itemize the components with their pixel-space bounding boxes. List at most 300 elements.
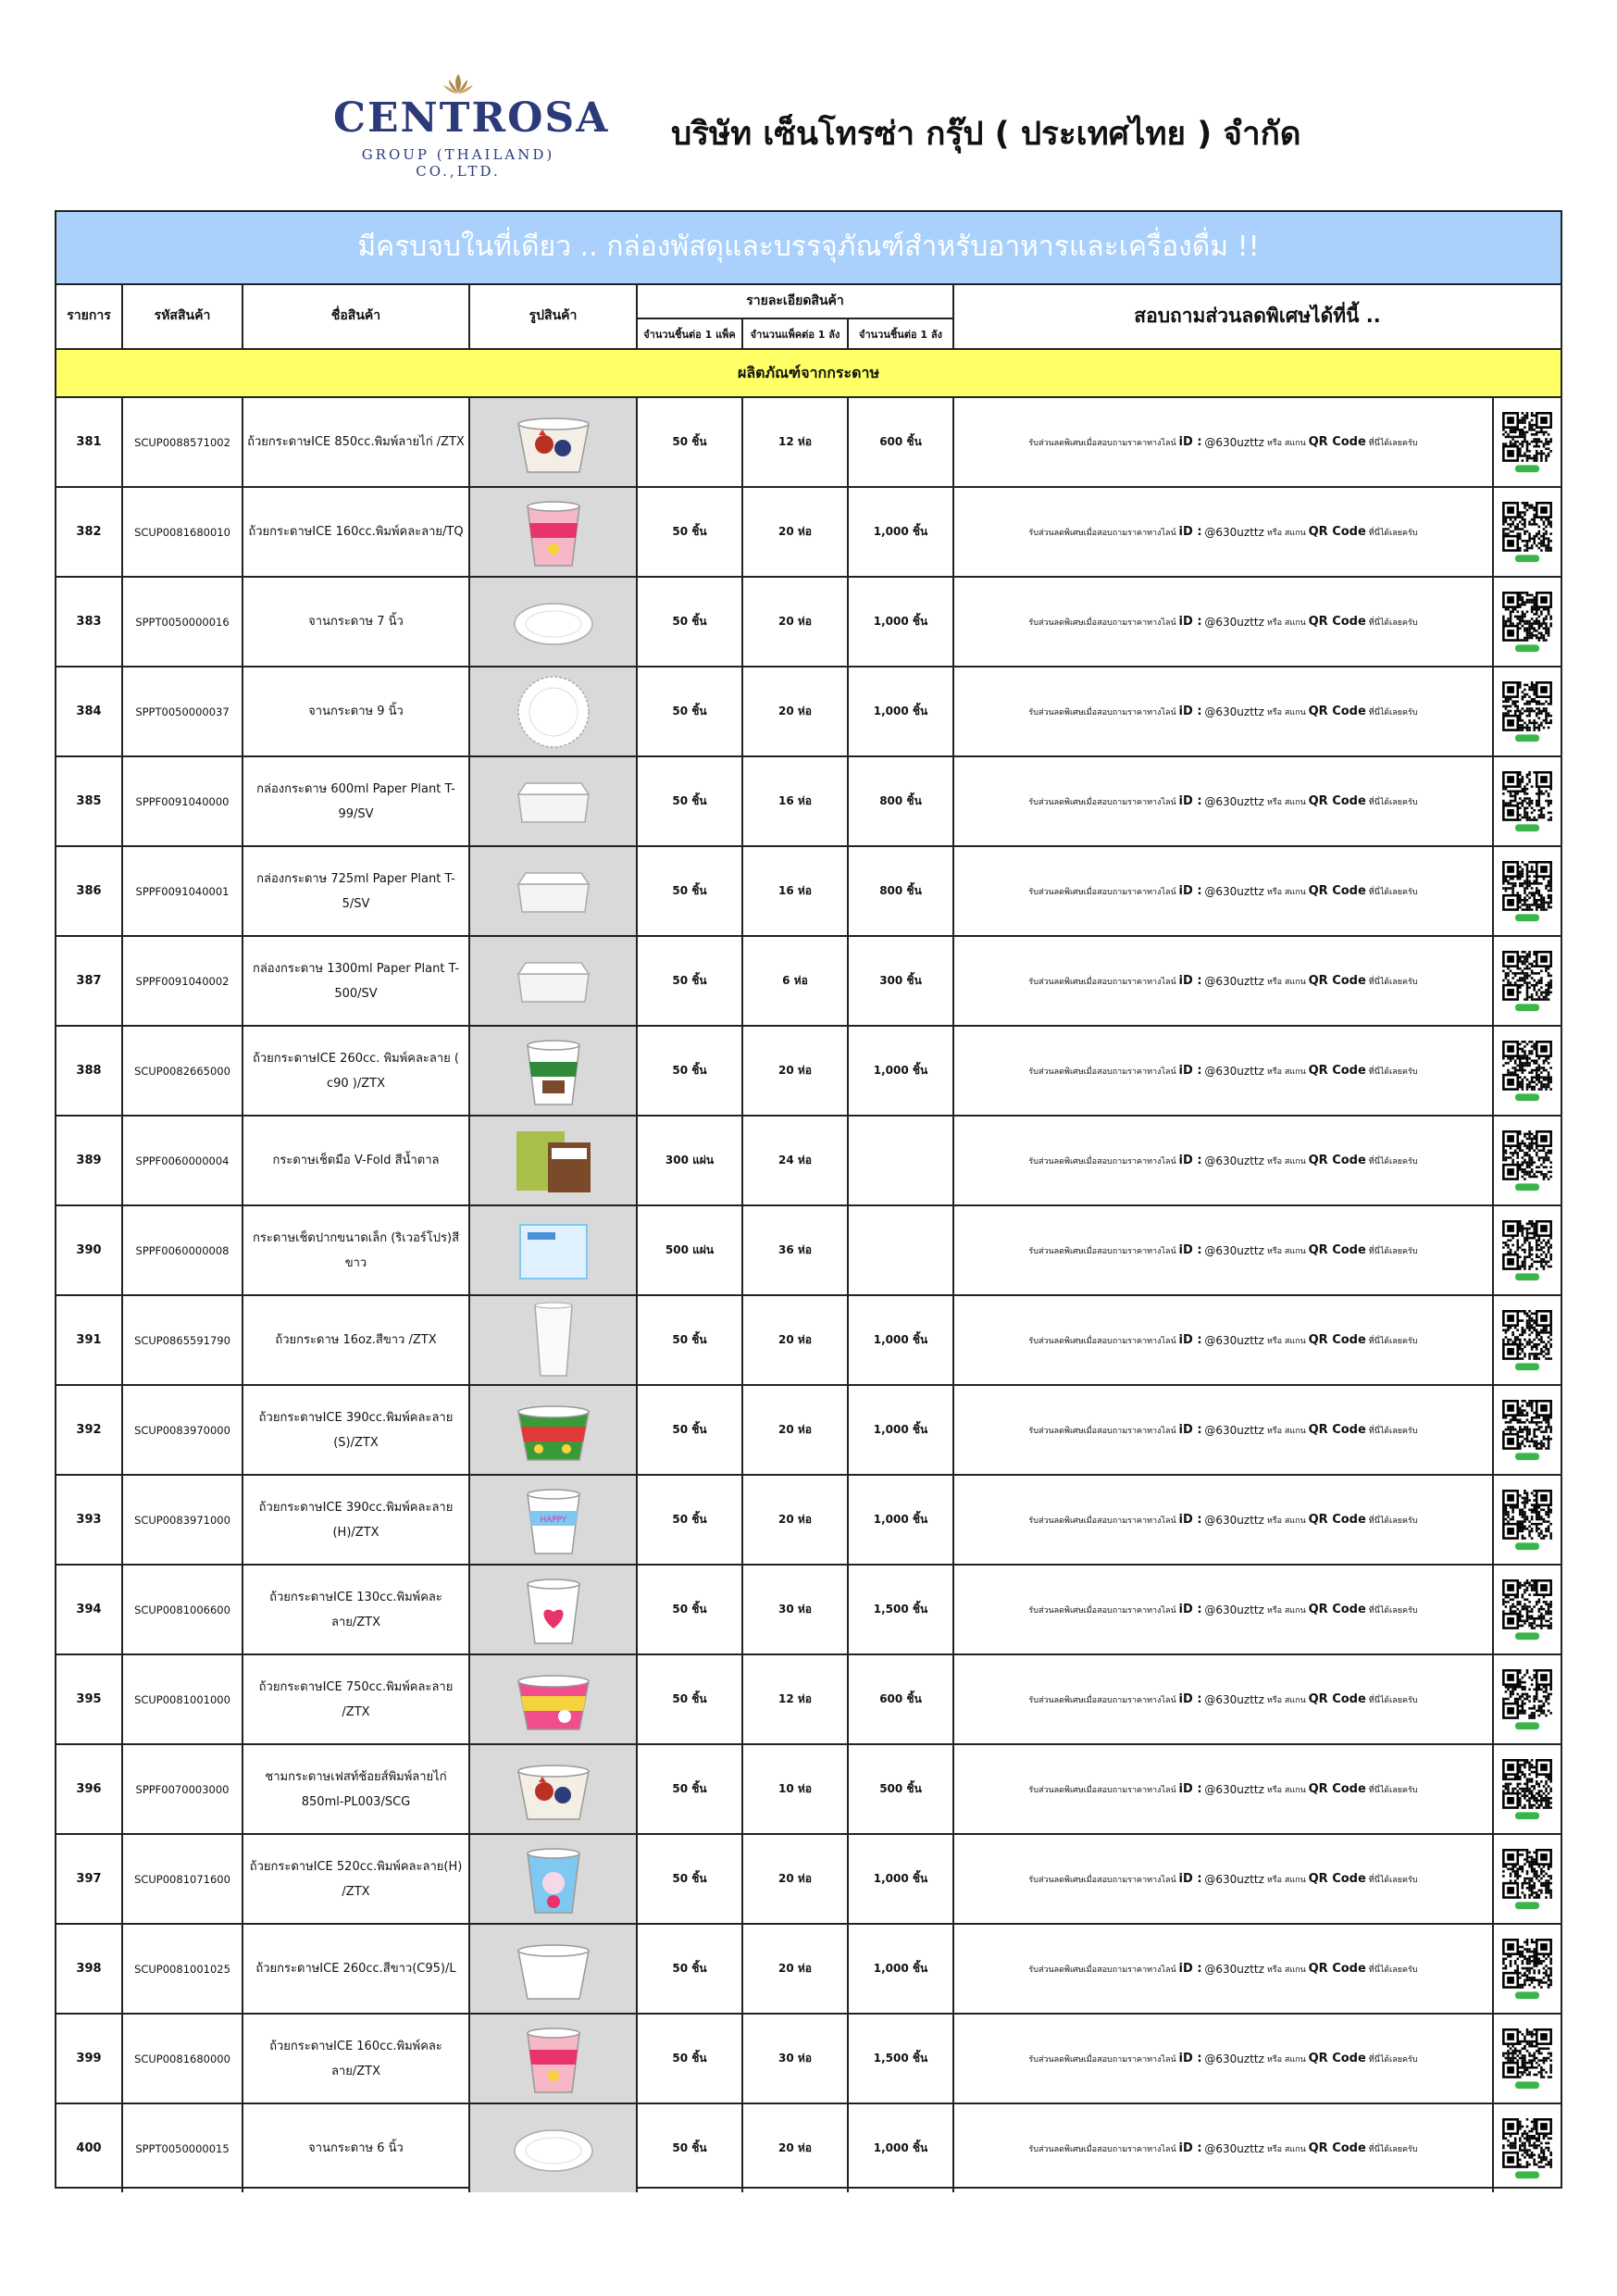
- product-code: SCUP0081680000: [123, 2015, 243, 2103]
- qty-per-pack: 50 ชิ้น: [638, 1835, 743, 1923]
- row-number: 393: [56, 1476, 123, 1564]
- product-image: [470, 488, 638, 576]
- product-name: จานกระดาษ 6 นิ้ว: [243, 2104, 470, 2192]
- table-row: [56, 1386, 1561, 1476]
- product-name: ถ้วยกระดาษ 16oz.สีขาว /ZTX: [243, 1296, 470, 1384]
- product-name: ถ้วยกระดาษICE 850cc.พิมพ์ลายไก่ /ZTX: [243, 398, 470, 486]
- qty-per-pack: 50 ชิ้น: [638, 847, 743, 935]
- promo-id-label: iD :: [1178, 1333, 1202, 1347]
- promo-id-label: iD :: [1178, 525, 1202, 539]
- qty-per-pack: 50 ชิ้น: [638, 1027, 743, 1115]
- promo-prefix: รับส่วนลดพิเศษเมื่อสอบถามราคาทางไลน์: [1028, 1695, 1176, 1705]
- qty-per-carton: 1,000 ชิ้น: [849, 488, 954, 576]
- promo-qr-label: QR Code: [1308, 615, 1366, 629]
- promo-prefix: รับส่วนลดพิเศษเมื่อสอบถามราคาทางไลน์: [1028, 1336, 1176, 1346]
- product-name: จานกระดาษ 7 นิ้ว: [243, 578, 470, 666]
- line-id-link[interactable]: @630uzttz: [1204, 794, 1264, 808]
- discount-note: [954, 398, 1494, 486]
- product-code: SPPF0091040002: [123, 937, 243, 1025]
- qr-code-icon[interactable]: [1499, 1041, 1556, 1102]
- table-row: [56, 757, 1561, 847]
- line-id-link[interactable]: @630uzttz: [1204, 615, 1264, 629]
- qr-code-icon[interactable]: [1499, 861, 1556, 922]
- line-id-link[interactable]: @630uzttz: [1204, 1333, 1264, 1347]
- promo-id-label: iD :: [1178, 2052, 1202, 2065]
- promo-prefix: รับส่วนลดพิเศษเมื่อสอบถามราคาทางไลน์: [1028, 887, 1176, 897]
- printed-cup-icon: [511, 493, 596, 571]
- row-number: 390: [56, 1206, 123, 1294]
- banner-title: มีครบจบในที่เดียว .. กล่องพัสดุและบรรจุภัณฑ์สำหรับอาหารและเครื่องดื่ม !!: [56, 212, 1561, 285]
- promo-prefix: รับส่วนลดพิเศษเมื่อสอบถามราคาทางไลน์: [1028, 1246, 1176, 1256]
- pink-bowl-icon: [511, 1661, 596, 1739]
- qty-per-carton: [849, 1117, 954, 1204]
- qr-code-icon[interactable]: [1499, 1669, 1556, 1730]
- qty-per-carton: 800 ชิ้น: [849, 847, 954, 935]
- row-number: 383: [56, 578, 123, 666]
- promo-qr-label: QR Code: [1308, 974, 1366, 988]
- napkin-pack-icon: [511, 1212, 596, 1290]
- product-name: กระดาษเช็ดปากขนาดเล็ก (ริเวอร์โปร)สีขาว: [243, 1206, 470, 1294]
- line-id-link[interactable]: @630uzttz: [1204, 2052, 1264, 2065]
- packs-per-box: 20 ห่อ: [743, 668, 849, 755]
- product-image: [470, 1206, 638, 1294]
- line-qr-code[interactable]: [1494, 1835, 1561, 1923]
- qty-per-carton: 1,000 ชิ้น: [849, 668, 954, 755]
- promo-suffix: ที่นี่ได้เลยครับ: [1368, 1156, 1418, 1167]
- line-qr-code[interactable]: [1494, 578, 1561, 666]
- promo-middle: หรือ สแกน: [1266, 1156, 1306, 1167]
- promo-qr-label: QR Code: [1308, 1513, 1366, 1527]
- header-image: รูปสินค้า: [470, 283, 638, 350]
- table-row: [56, 668, 1561, 757]
- qty-per-pack: 50 ชิ้น: [638, 937, 743, 1025]
- line-qr-code[interactable]: [1494, 1566, 1561, 1653]
- header-details: รายละเอียดสินค้า: [638, 283, 954, 319]
- product-image: [470, 2015, 638, 2103]
- product-code: SCUP0081680010: [123, 488, 243, 576]
- product-code: SCUP0088571002: [123, 398, 243, 486]
- product-code: SPPF0070003000: [123, 1745, 243, 1833]
- row-number: 388: [56, 1027, 123, 1115]
- brand-name: CENTROSA: [333, 94, 610, 142]
- promo-qr-label: QR Code: [1308, 705, 1366, 718]
- qr-code-icon[interactable]: [1499, 951, 1556, 1012]
- promo-id-label: iD :: [1178, 1423, 1202, 1437]
- line-id-link[interactable]: @630uzttz: [1204, 2141, 1264, 2155]
- product-table: [55, 210, 1562, 2189]
- qty-per-carton: 1,000 ชิ้น: [849, 1835, 954, 1923]
- qr-code-icon[interactable]: [1499, 2028, 1556, 2090]
- row-number: 389: [56, 1117, 123, 1204]
- qty-per-carton: 1,500 ชิ้น: [849, 1566, 954, 1653]
- white-cup-icon: [511, 1302, 596, 1379]
- brand-subtitle: GROUP (THAILAND) CO.,LTD.: [361, 146, 555, 180]
- discount-note: [954, 847, 1494, 935]
- promo-prefix: รับส่วนลดพิเศษเมื่อสอบถามราคาทางไลน์: [1028, 1156, 1176, 1167]
- qr-code-icon[interactable]: [1499, 1849, 1556, 1910]
- promo-prefix: รับส่วนลดพิเศษเมื่อสอบถามราคาทางไลน์: [1028, 528, 1176, 538]
- promo-id-label: iD :: [1178, 705, 1202, 718]
- promo-id-label: iD :: [1178, 435, 1202, 449]
- packs-per-box: 20 ห่อ: [743, 578, 849, 666]
- line-qr-code[interactable]: [1494, 1745, 1561, 1833]
- qty-per-pack: 50 ชิ้น: [638, 488, 743, 576]
- line-id-link[interactable]: @630uzttz: [1204, 705, 1264, 718]
- discount-note: [954, 1027, 1494, 1115]
- product-name: ถ้วยกระดาษICE 390cc.พิมพ์คละลาย (S)/ZTX: [243, 1386, 470, 1474]
- packs-per-box: 12 ห่อ: [743, 1655, 849, 1743]
- promo-qr-label: QR Code: [1308, 435, 1366, 449]
- plate-icon: [511, 583, 596, 661]
- qr-code-icon[interactable]: [1499, 1220, 1556, 1281]
- row-number: 382: [56, 488, 123, 576]
- qr-code-icon[interactable]: [1499, 681, 1556, 742]
- discount-note: [954, 2104, 1494, 2192]
- promo-middle: หรือ สแกน: [1266, 887, 1306, 897]
- qty-per-pack: 50 ชิ้น: [638, 1655, 743, 1743]
- product-code: SPPF0060000008: [123, 1206, 243, 1294]
- qr-code-icon[interactable]: [1499, 502, 1556, 563]
- table-row: [56, 398, 1561, 488]
- line-qr-code[interactable]: [1494, 1296, 1561, 1384]
- qr-code-icon[interactable]: [1499, 1130, 1556, 1192]
- packs-per-box: 20 ห่อ: [743, 1386, 849, 1474]
- line-id-link[interactable]: @630uzttz: [1204, 525, 1264, 539]
- qr-code-icon[interactable]: [1499, 1939, 1556, 2000]
- header-per-pack: จำนวนชิ้นต่อ 1 แพ็ค: [638, 319, 743, 350]
- product-name: กล่องกระดาษ 1300ml Paper Plant T-500/SV: [243, 937, 470, 1025]
- table-row: [56, 1296, 1561, 1386]
- qty-per-pack: 50 ชิ้น: [638, 1386, 743, 1474]
- promo-prefix: รับส่วนลดพิเศษเมื่อสอบถามราคาทางไลน์: [1028, 1875, 1176, 1885]
- product-code: SCUP0865591790: [123, 1296, 243, 1384]
- qr-code-icon[interactable]: [1499, 592, 1556, 653]
- line-id-link[interactable]: @630uzttz: [1204, 1513, 1264, 1527]
- promo-qr-label: QR Code: [1308, 1962, 1366, 1976]
- promo-qr-label: QR Code: [1308, 1692, 1366, 1706]
- table-row: [56, 1117, 1561, 1206]
- row-number: 387: [56, 937, 123, 1025]
- promo-middle: หรือ สแกน: [1266, 1246, 1306, 1256]
- discount-note: [954, 1566, 1494, 1653]
- row-number: 391: [56, 1296, 123, 1384]
- promo-suffix: ที่นี่ได้เลยครับ: [1368, 1965, 1418, 1975]
- product-image: [470, 1027, 638, 1115]
- product-code: SPPT0050000037: [123, 668, 243, 755]
- product-name: ถ้วยกระดาษICE 520cc.พิมพ์คละลาย(H) /ZTX: [243, 1835, 470, 1923]
- product-image: [470, 1566, 638, 1653]
- discount-note: [954, 757, 1494, 845]
- line-qr-code[interactable]: [1494, 2015, 1561, 2103]
- promo-middle: หรือ สแกน: [1266, 528, 1306, 538]
- line-qr-code[interactable]: [1494, 937, 1561, 1025]
- promo-id-label: iD :: [1178, 1513, 1202, 1527]
- row-number: 396: [56, 1745, 123, 1833]
- product-code: SCUP0081071600: [123, 1835, 243, 1923]
- promo-prefix: รับส่วนลดพิเศษเมื่อสอบถามราคาทางไลน์: [1028, 2054, 1176, 2065]
- promo-middle: หรือ สแกน: [1266, 1785, 1306, 1795]
- line-id-link[interactable]: @630uzttz: [1204, 1243, 1264, 1257]
- discount-note: [954, 488, 1494, 576]
- packs-per-box: 30 ห่อ: [743, 2015, 849, 2103]
- line-qr-code[interactable]: [1494, 1655, 1561, 1743]
- qty-per-carton: [849, 1206, 954, 1294]
- promo-suffix: ที่นี่ได้เลยครับ: [1368, 977, 1418, 987]
- line-qr-code[interactable]: [1494, 757, 1561, 845]
- line-id-link[interactable]: @630uzttz: [1204, 1962, 1264, 1976]
- product-name: ถ้วยกระดาษICE 750cc.พิมพ์คละลาย /ZTX: [243, 1655, 470, 1743]
- qr-code-icon[interactable]: [1499, 771, 1556, 832]
- qty-per-pack: 50 ชิ้น: [638, 578, 743, 666]
- table-row: [56, 1745, 1561, 1835]
- product-image: [470, 578, 638, 666]
- line-qr-code[interactable]: [1494, 668, 1561, 755]
- table-row: [56, 1566, 1561, 1655]
- product-image: [470, 1117, 638, 1204]
- promo-qr-label: QR Code: [1308, 1872, 1366, 1886]
- packs-per-box: 10 ห่อ: [743, 1745, 849, 1833]
- heart-cup-icon: [511, 1571, 596, 1649]
- promo-qr-label: QR Code: [1308, 1603, 1366, 1616]
- promo-middle: หรือ สแกน: [1266, 1965, 1306, 1975]
- promo-suffix: ที่นี่ได้เลยครับ: [1368, 1336, 1418, 1346]
- qty-per-pack: 500 แผ่น: [638, 1206, 743, 1294]
- svg-text:HAPPY: HAPPY: [539, 1515, 567, 1525]
- product-code: SPPT0050000016: [123, 578, 243, 666]
- qty-per-pack: 50 ชิ้น: [638, 398, 743, 486]
- product-code: SPPF0091040001: [123, 847, 243, 935]
- row-number: 398: [56, 1925, 123, 2013]
- packs-per-box: 20 ห่อ: [743, 1835, 849, 1923]
- row-number: 399: [56, 2015, 123, 2103]
- qty-per-carton: 1,500 ชิ้น: [849, 2015, 954, 2103]
- line-qr-code[interactable]: [1494, 1386, 1561, 1474]
- promo-qr-label: QR Code: [1308, 1243, 1366, 1257]
- discount-note: [954, 1655, 1494, 1743]
- promo-prefix: รับส่วนลดพิเศษเมื่อสอบถามราคาทางไลน์: [1028, 1605, 1176, 1616]
- promo-suffix: ที่นี่ได้เลยครับ: [1368, 1695, 1418, 1705]
- row-number: 381: [56, 398, 123, 486]
- table-row: [56, 1925, 1561, 2015]
- line-qr-code[interactable]: [1494, 1117, 1561, 1204]
- packs-per-box: 12 ห่อ: [743, 398, 849, 486]
- qty-per-carton: 1,000 ชิ้น: [849, 1296, 954, 1384]
- promo-id-label: iD :: [1178, 1782, 1202, 1796]
- promo-id-label: iD :: [1178, 2141, 1202, 2155]
- discount-note: [954, 937, 1494, 1025]
- line-qr-code[interactable]: [1494, 1925, 1561, 2013]
- product-code: SPPF0091040000: [123, 757, 243, 845]
- promo-suffix: ที่นี่ได้เลยครับ: [1368, 1246, 1418, 1256]
- qty-per-carton: 1,000 ชิ้น: [849, 578, 954, 666]
- table-row: [56, 488, 1561, 578]
- promo-qr-label: QR Code: [1308, 2141, 1366, 2155]
- promo-suffix: ที่นี่ได้เลยครับ: [1368, 1785, 1418, 1795]
- promo-prefix: รับส่วนลดพิเศษเมื่อสอบถามราคาทางไลน์: [1028, 797, 1176, 807]
- promo-suffix: ที่นี่ได้เลยครับ: [1368, 1605, 1418, 1616]
- line-id-link[interactable]: @630uzttz: [1204, 1782, 1264, 1796]
- promo-id-label: iD :: [1178, 794, 1202, 808]
- packs-per-box: 36 ห่อ: [743, 1206, 849, 1294]
- product-code: SCUP0083970000: [123, 1386, 243, 1474]
- promo-suffix: ที่นี่ได้เลยครับ: [1368, 887, 1418, 897]
- qty-per-carton: 800 ชิ้น: [849, 757, 954, 845]
- food-box-icon: [511, 942, 596, 1020]
- packs-per-box: 20 ห่อ: [743, 1925, 849, 2013]
- qr-code-icon[interactable]: [1499, 1490, 1556, 1551]
- line-id-link[interactable]: @630uzttz: [1204, 435, 1264, 449]
- promo-middle: หรือ สแกน: [1266, 1605, 1306, 1616]
- table-row: [56, 2015, 1561, 2104]
- promo-id-label: iD :: [1178, 1692, 1202, 1706]
- promo-qr-label: QR Code: [1308, 794, 1366, 808]
- discount-note: [954, 2015, 1494, 2103]
- promo-suffix: ที่นี่ได้เลยครับ: [1368, 528, 1418, 538]
- qty-per-pack: 50 ชิ้น: [638, 668, 743, 755]
- product-name: กระดาษเช็ดมือ V-Fold สีน้ำตาล: [243, 1117, 470, 1204]
- line-qr-code[interactable]: [1494, 1027, 1561, 1115]
- promo-id-label: iD :: [1178, 1243, 1202, 1257]
- promo-middle: หรือ สแกน: [1266, 1516, 1306, 1526]
- packs-per-box: 30 ห่อ: [743, 1566, 849, 1653]
- row-number: 384: [56, 668, 123, 755]
- product-name: ชามกระดาษเฟสท์ช้อยส์พิมพ์ลายไก่ 850ml-PL003/SCG: [243, 1745, 470, 1833]
- product-image: [470, 1476, 638, 1564]
- line-id-link[interactable]: @630uzttz: [1204, 974, 1264, 988]
- qty-per-pack: 50 ชิ้น: [638, 1296, 743, 1384]
- qty-per-carton: 1,000 ชิ้น: [849, 1027, 954, 1115]
- promo-prefix: รับส่วนลดพิเศษเมื่อสอบถามราคาทางไลน์: [1028, 1067, 1176, 1077]
- product-name: ถ้วยกระดาษICE 160cc.พิมพ์คละลาย/TQ: [243, 488, 470, 576]
- rooster-bowl-icon: [511, 404, 596, 481]
- qr-code-icon[interactable]: [1499, 1579, 1556, 1641]
- qty-per-carton: 600 ชิ้น: [849, 1655, 954, 1743]
- line-qr-code[interactable]: [1494, 1206, 1561, 1294]
- food-box-icon: [511, 763, 596, 841]
- line-qr-code[interactable]: [1494, 1476, 1561, 1564]
- line-id-link[interactable]: @630uzttz: [1204, 884, 1264, 898]
- promo-prefix: รับส่วนลดพิเศษเมื่อสอบถามราคาทางไลน์: [1028, 618, 1176, 628]
- qty-per-carton: 600 ชิ้น: [849, 398, 954, 486]
- promo-suffix: ที่นี่ได้เลยครับ: [1368, 2144, 1418, 2154]
- qty-per-carton: 1,000 ชิ้น: [849, 1925, 954, 2013]
- product-image: [470, 1925, 638, 2013]
- qr-code-icon[interactable]: [1499, 2118, 1556, 2179]
- discount-note: [954, 1835, 1494, 1923]
- table-row: [56, 2104, 1561, 2194]
- line-id-link[interactable]: @630uzttz: [1204, 1603, 1264, 1616]
- qty-per-pack: 50 ชิ้น: [638, 757, 743, 845]
- promo-id-label: iD :: [1178, 884, 1202, 898]
- packs-per-box: 24 ห่อ: [743, 1117, 849, 1204]
- qty-per-carton: 300 ชิ้น: [849, 937, 954, 1025]
- white-bowl-icon: [511, 1930, 596, 2008]
- promo-suffix: ที่นี่ได้เลยครับ: [1368, 1875, 1418, 1885]
- promo-suffix: ที่นี่ได้เลยครับ: [1368, 2054, 1418, 2065]
- qr-code-icon[interactable]: [1499, 1759, 1556, 1820]
- header-name: ชื่อสินค้า: [243, 283, 470, 350]
- packs-per-box: 16 ห่อ: [743, 757, 849, 845]
- product-image: [470, 937, 638, 1025]
- promo-middle: หรือ สแกน: [1266, 1695, 1306, 1705]
- packs-per-box: 20 ห่อ: [743, 488, 849, 576]
- header-no: รายการ: [56, 283, 123, 350]
- product-name: ถ้วยกระดาษICE 160cc.พิมพ์คละลาย/ZTX: [243, 2015, 470, 2103]
- product-image: [470, 398, 638, 486]
- row-number: 397: [56, 1835, 123, 1923]
- promo-suffix: ที่นี่ได้เลยครับ: [1368, 1067, 1418, 1077]
- section-paper-products: ผลิตภัณฑ์จากกระดาษ: [56, 350, 1561, 398]
- discount-note: [954, 1745, 1494, 1833]
- row-number: 392: [56, 1386, 123, 1474]
- line-qr-code[interactable]: [1494, 847, 1561, 935]
- qty-per-pack: 50 ชิ้น: [638, 1925, 743, 2013]
- promo-suffix: ที่นี่ได้เลยครับ: [1368, 1426, 1418, 1436]
- product-image: [470, 1296, 638, 1384]
- promo-qr-label: QR Code: [1308, 1154, 1366, 1167]
- qr-code-icon[interactable]: [1499, 412, 1556, 473]
- promo-prefix: รับส่วนลดพิเศษเมื่อสอบถามราคาทางไลน์: [1028, 438, 1176, 448]
- line-qr-code[interactable]: [1494, 2104, 1561, 2192]
- promo-qr-label: QR Code: [1308, 1333, 1366, 1347]
- qty-per-pack: 50 ชิ้น: [638, 1745, 743, 1833]
- product-image: [470, 1835, 638, 1923]
- company-name: บริษัท เซ็นโทรซ่า กรุ๊ป ( ประเทศไทย ) จำกัด: [671, 116, 1301, 153]
- line-id-link[interactable]: @630uzttz: [1204, 1692, 1264, 1706]
- birthday-cup-icon: [511, 1481, 596, 1559]
- product-image: [470, 1386, 638, 1474]
- discount-note: [954, 1117, 1494, 1204]
- packs-per-box: 20 ห่อ: [743, 1476, 849, 1564]
- promo-prefix: รับส่วนลดพิเศษเมื่อสอบถามราคาทางไลน์: [1028, 1516, 1176, 1526]
- line-id-link[interactable]: @630uzttz: [1204, 1064, 1264, 1078]
- discount-note: [954, 1476, 1494, 1564]
- promo-id-label: iD :: [1178, 615, 1202, 629]
- promo-middle: หรือ สแกน: [1266, 797, 1306, 807]
- row-number: 395: [56, 1655, 123, 1743]
- plate-icon: [511, 2110, 596, 2188]
- product-image: [470, 847, 638, 935]
- qty-per-pack: 50 ชิ้น: [638, 2104, 743, 2192]
- line-id-link[interactable]: @630uzttz: [1204, 1154, 1264, 1167]
- company-logo: [333, 72, 610, 180]
- discount-note: [954, 1206, 1494, 1294]
- promo-qr-label: QR Code: [1308, 2052, 1366, 2065]
- product-code: SCUP0081001025: [123, 1925, 243, 2013]
- table-row: [56, 1655, 1561, 1745]
- line-id-link[interactable]: @630uzttz: [1204, 1872, 1264, 1886]
- qty-per-pack: 50 ชิ้น: [638, 1566, 743, 1653]
- header-code: รหัสสินค้า: [123, 283, 243, 350]
- promo-suffix: ที่นี่ได้เลยครับ: [1368, 797, 1418, 807]
- lotus-icon: [442, 72, 475, 96]
- table-row: [56, 937, 1561, 1027]
- food-box-icon: [511, 853, 596, 930]
- promo-qr-label: QR Code: [1308, 884, 1366, 898]
- product-image: [470, 757, 638, 845]
- product-code: SCUP0081006600: [123, 1566, 243, 1653]
- table-row: [56, 578, 1561, 668]
- qr-code-icon[interactable]: [1499, 1310, 1556, 1371]
- line-qr-code[interactable]: [1494, 488, 1561, 576]
- line-id-link[interactable]: @630uzttz: [1204, 1423, 1264, 1437]
- discount-note: [954, 668, 1494, 755]
- tissue-pack-icon: [511, 1122, 596, 1200]
- product-code: SCUP0083971000: [123, 1476, 243, 1564]
- line-qr-code[interactable]: [1494, 398, 1561, 486]
- qr-code-icon[interactable]: [1499, 1400, 1556, 1461]
- promo-id-label: iD :: [1178, 1603, 1202, 1616]
